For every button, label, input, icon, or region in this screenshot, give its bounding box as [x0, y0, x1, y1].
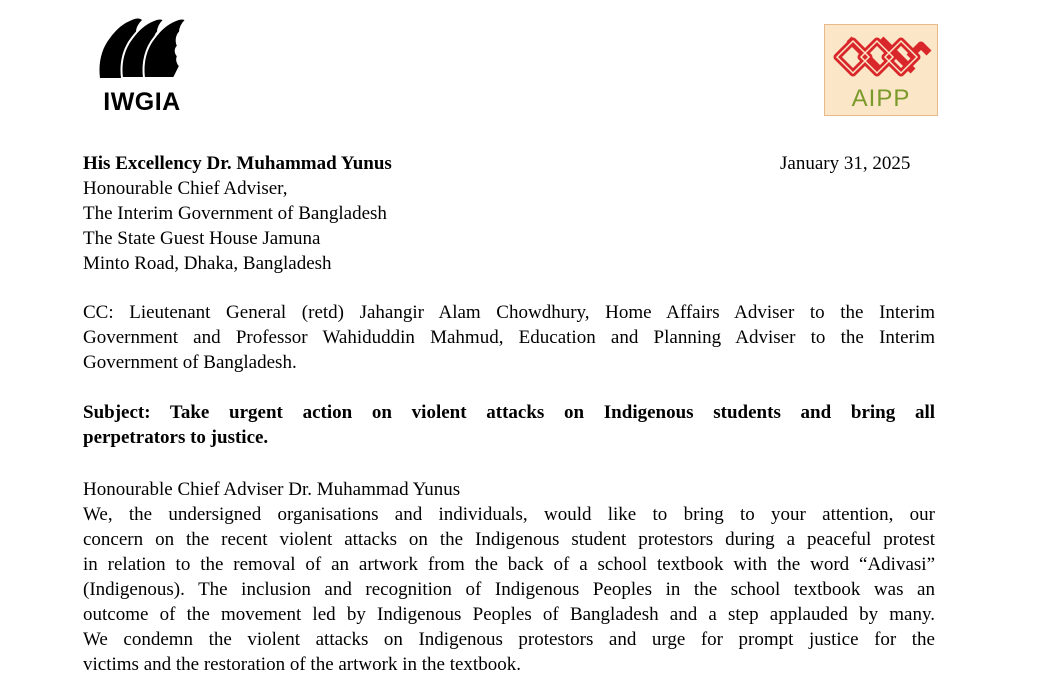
recipient-name: His Excellency Dr. Muhammad Yunus — [83, 153, 392, 174]
iwgia-logo-text: IWGIA — [103, 88, 181, 116]
aipp-knot-icon — [829, 29, 933, 85]
body-line: outcome of the movement led by Indigenous Peoples of Bangladesh and a step applauded by many. — [83, 604, 935, 625]
recipient-line: The State Guest House Jamuna — [83, 228, 321, 249]
letter-date: January 31, 2025 — [780, 153, 911, 174]
salutation: Honourable Chief Adviser Dr. Muhammad Yunus — [83, 479, 461, 500]
body-line: (Indigenous). The inclusion and recognition of Indigenous Peoples in the school textbook was an — [83, 579, 935, 600]
recipient-line: Honourable Chief Adviser, — [83, 178, 288, 199]
recipient-line: Minto Road, Dhaka, Bangladesh — [83, 253, 332, 274]
body-line: in relation to the removal of an artwork from the back of a school textbook with the word “Adivasi” — [83, 554, 935, 575]
cc-line: Government and Professor Wahiduddin Mahmud, Education and Planning Adviser to the Interim — [83, 327, 935, 348]
iwgia-logo — [92, 12, 192, 116]
subject-text: Subject: Take urgent action on violent attacks on Indigenous students and bring all — [83, 402, 935, 423]
cc-line: Government of Bangladesh. — [83, 352, 297, 373]
letter-body — [83, 477, 935, 677]
cc-line: CC: Lieutenant General (retd) Jahangir Alam Chowdhury, Home Affairs Adviser to the Interim — [83, 302, 935, 323]
body-line: We condemn the violent attacks on Indigenous protestors and urge for prompt justice for the — [83, 629, 935, 650]
body-line: We, the undersigned organisations and individuals, would like to bring to your attention, our — [83, 504, 935, 525]
subject-line — [83, 400, 935, 450]
body-line: concern on the recent violent attacks on the Indigenous student protestors during a peaceful protest — [83, 529, 935, 550]
subject-text: perpetrators to justice. — [83, 427, 269, 448]
aipp-logo — [824, 24, 938, 116]
recipient-line: The Interim Government of Bangladesh — [83, 203, 387, 224]
iwgia-faces-icon — [92, 12, 192, 84]
body-line: victims and the restoration of the artwork in the textbook. — [83, 654, 521, 675]
aipp-logo-text: AIPP — [851, 85, 911, 112]
recipient-address — [83, 151, 935, 276]
cc-paragraph — [83, 300, 935, 375]
